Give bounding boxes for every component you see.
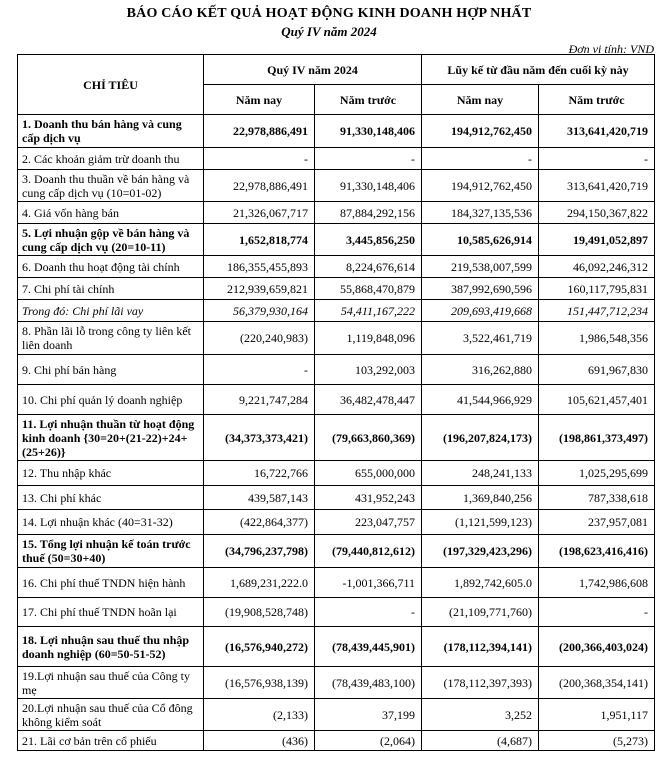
cell-ytd-prev-year: 151,447,712,234 — [539, 300, 655, 322]
row-label: 21. Lãi cơ bản trên cổ phiếu — [18, 731, 204, 751]
cell-quarter-this-year: 1,689,231,222.0 — [204, 568, 315, 598]
row-label: 4. Giá vốn hàng bán — [18, 202, 204, 224]
cell-quarter-prev-year: - — [315, 148, 422, 170]
cell-ytd-prev-year: 1,986,548,356 — [539, 322, 655, 355]
table-row — [18, 322, 655, 355]
header-ytd-prev-year: Năm trước — [539, 85, 655, 115]
header-ytd-group: Lũy kế từ đầu năm đến cuối kỳ này — [422, 55, 655, 85]
cell-ytd-prev-year: 313,641,420,719 — [539, 115, 655, 148]
cell-ytd-this-year: (197,329,423,296) — [422, 535, 539, 568]
cell-quarter-prev-year: 36,482,478,447 — [315, 385, 422, 415]
cell-quarter-prev-year: (2,064) — [315, 731, 422, 751]
cell-ytd-prev-year: - — [539, 598, 655, 627]
cell-ytd-prev-year: 105,621,457,401 — [539, 385, 655, 415]
cell-ytd-prev-year: (198,623,416,416) — [539, 535, 655, 568]
cell-quarter-this-year: 56,379,930,164 — [204, 300, 315, 322]
currency-unit: Đơn vị tính: VND — [568, 42, 654, 56]
cell-ytd-prev-year: 1,742,986,608 — [539, 568, 655, 598]
table-row — [18, 170, 655, 202]
cell-ytd-prev-year: (200,366,403,024) — [539, 627, 655, 667]
cell-quarter-prev-year: 103,292,003 — [315, 355, 422, 385]
cell-ytd-this-year: 248,241,133 — [422, 461, 539, 486]
cell-ytd-this-year: (21,109,771,760) — [422, 598, 539, 627]
header-quarter-prev-year: Năm trước — [315, 85, 422, 115]
cell-ytd-prev-year: 19,491,052,897 — [539, 224, 655, 256]
row-label: 9. Chi phí bán hàng — [18, 355, 204, 385]
table-row — [18, 202, 655, 224]
table-row — [18, 667, 655, 699]
cell-ytd-this-year: 41,544,966,929 — [422, 385, 539, 415]
cell-quarter-prev-year: - — [315, 598, 422, 627]
cell-ytd-this-year: 1,892,742,605.0 — [422, 568, 539, 598]
table-row — [18, 627, 655, 667]
row-label: 2. Các khoản giảm trừ doanh thu — [18, 148, 204, 170]
cell-quarter-prev-year: -1,001,366,711 — [315, 568, 422, 598]
cell-ytd-prev-year: 313,641,420,719 — [539, 170, 655, 202]
cell-ytd-this-year: 184,327,135,536 — [422, 202, 539, 224]
cell-ytd-this-year: 3,252 — [422, 699, 539, 731]
row-label: 3. Doanh thu thuần về bán hàng và cung cấp dịch vụ (10=01-02) — [18, 170, 204, 202]
cell-ytd-prev-year: 237,957,081 — [539, 510, 655, 535]
cell-quarter-prev-year: 54,411,167,222 — [315, 300, 422, 322]
cell-ytd-prev-year: 691,967,830 — [539, 355, 655, 385]
cell-quarter-prev-year: 655,000,000 — [315, 461, 422, 486]
row-label: 14. Lợi nhuận khác (40=31-32) — [18, 510, 204, 535]
cell-ytd-prev-year: 1,025,295,699 — [539, 461, 655, 486]
table-row — [18, 568, 655, 598]
cell-quarter-this-year: 16,722,766 — [204, 461, 315, 486]
table-row — [18, 256, 655, 278]
cell-ytd-this-year: 209,693,419,668 — [422, 300, 539, 322]
report-subtitle: Quý IV năm 2024 — [281, 24, 377, 39]
cell-quarter-prev-year: (79,663,860,369) — [315, 415, 422, 461]
cell-ytd-prev-year: (198,861,373,497) — [539, 415, 655, 461]
cell-quarter-this-year: 439,587,143 — [204, 486, 315, 510]
cell-ytd-this-year: - — [422, 148, 539, 170]
table-row — [18, 385, 655, 415]
cell-quarter-this-year: 22,978,886,491 — [204, 115, 315, 148]
table-row — [18, 510, 655, 535]
cell-ytd-this-year: 387,992,690,596 — [422, 278, 539, 300]
cell-quarter-this-year: (16,576,938,139) — [204, 667, 315, 699]
cell-quarter-prev-year: 55,868,470,879 — [315, 278, 422, 300]
cell-ytd-this-year: 3,522,461,719 — [422, 322, 539, 355]
row-label: 8. Phần lãi lỗ trong công ty liên kết liên doanh — [18, 322, 204, 355]
cell-quarter-prev-year: 91,330,148,406 — [315, 115, 422, 148]
cell-ytd-prev-year: 787,338,618 — [539, 486, 655, 510]
cell-ytd-this-year: 219,538,007,599 — [422, 256, 539, 278]
cell-quarter-this-year: 22,978,886,491 — [204, 170, 315, 202]
row-label: 13. Chi phí khác — [18, 486, 204, 510]
table-row — [18, 461, 655, 486]
table-row — [18, 731, 655, 751]
cell-quarter-prev-year: 3,445,856,250 — [315, 224, 422, 256]
cell-quarter-this-year: (422,864,377) — [204, 510, 315, 535]
table-row — [18, 278, 655, 300]
cell-quarter-this-year: (34,373,373,421) — [204, 415, 315, 461]
cell-ytd-this-year: 194,912,762,450 — [422, 115, 539, 148]
cell-quarter-this-year: - — [204, 355, 315, 385]
table-row — [18, 224, 655, 256]
cell-ytd-prev-year: - — [539, 148, 655, 170]
row-label: 17. Chi phí thuế TNDN hoãn lại — [18, 598, 204, 627]
cell-quarter-prev-year: 223,047,757 — [315, 510, 422, 535]
cell-ytd-prev-year: (5,273) — [539, 731, 655, 751]
cell-ytd-prev-year: (200,368,354,141) — [539, 667, 655, 699]
cell-quarter-prev-year: (78,439,483,100) — [315, 667, 422, 699]
cell-ytd-this-year: (196,207,824,173) — [422, 415, 539, 461]
cell-quarter-this-year: 9,221,747,284 — [204, 385, 315, 415]
report-title: BÁO CÁO KẾT QUẢ HOẠT ĐỘNG KINH DOANH HỢP NHẤT — [126, 6, 532, 21]
cell-ytd-this-year: 194,912,762,450 — [422, 170, 539, 202]
header-quarter-group: Quý IV năm 2024 — [204, 55, 422, 85]
row-label: 12. Thu nhập khác — [18, 461, 204, 486]
header-ytd-this-year: Năm nay — [422, 85, 539, 115]
cell-ytd-this-year: 10,585,626,914 — [422, 224, 539, 256]
row-label: 6. Doanh thu hoạt động tài chính — [18, 256, 204, 278]
table-row — [18, 415, 655, 461]
cell-quarter-this-year: 1,652,818,774 — [204, 224, 315, 256]
cell-ytd-prev-year: 1,951,117 — [539, 699, 655, 731]
row-label: 16. Chi phí thuế TNDN hiện hành — [18, 568, 204, 598]
cell-quarter-prev-year: 87,884,292,156 — [315, 202, 422, 224]
cell-ytd-prev-year: 294,150,367,822 — [539, 202, 655, 224]
table-row — [18, 148, 655, 170]
table-row — [18, 300, 655, 322]
header-chi-tieu: CHỈ TIÊU — [18, 55, 204, 115]
row-label: 15. Tổng lợi nhuận kế toán trước thuế (50=30+40) — [18, 535, 204, 568]
table-row — [18, 115, 655, 148]
table-row — [18, 598, 655, 627]
cell-quarter-this-year: - — [204, 148, 315, 170]
income-statement-table — [17, 54, 655, 751]
row-label: 1. Doanh thu bán hàng và cung cấp dịch vụ — [18, 115, 204, 148]
cell-quarter-this-year: (34,796,237,798) — [204, 535, 315, 568]
row-label: 5. Lợi nhuận gộp về bán hàng và cung cấp dịch vụ (20=10-11) — [18, 224, 204, 256]
cell-ytd-this-year: 1,369,840,256 — [422, 486, 539, 510]
cell-ytd-prev-year: 46,092,246,312 — [539, 256, 655, 278]
cell-ytd-this-year: (178,112,397,393) — [422, 667, 539, 699]
row-label: 11. Lợi nhuận thuần từ hoạt động kinh doanh {30=20+(21-22)+24+(25+26)} — [18, 415, 204, 461]
cell-quarter-this-year: 186,355,455,893 — [204, 256, 315, 278]
table-row — [18, 486, 655, 510]
cell-quarter-prev-year: 8,224,676,614 — [315, 256, 422, 278]
cell-ytd-this-year: (4,687) — [422, 731, 539, 751]
cell-quarter-this-year: (19,908,528,748) — [204, 598, 315, 627]
row-label: 19.Lợi nhuận sau thuế của Công ty mẹ — [18, 667, 204, 699]
cell-ytd-this-year: (178,112,394,141) — [422, 627, 539, 667]
cell-ytd-prev-year: 160,117,795,831 — [539, 278, 655, 300]
cell-quarter-this-year: (16,576,940,272) — [204, 627, 315, 667]
table-row — [18, 699, 655, 731]
row-label: 18. Lợi nhuận sau thuế thu nhập doanh nghiệp (60=50-51-52) — [18, 627, 204, 667]
cell-quarter-this-year: (220,240,983) — [204, 322, 315, 355]
cell-quarter-prev-year: 431,952,243 — [315, 486, 422, 510]
row-label: Trong đó: Chi phí lãi vay — [18, 300, 204, 322]
cell-quarter-prev-year: (79,440,812,612) — [315, 535, 422, 568]
cell-quarter-prev-year: 37,199 — [315, 699, 422, 731]
header-quarter-this-year: Năm nay — [204, 85, 315, 115]
cell-ytd-this-year: (1,121,599,123) — [422, 510, 539, 535]
row-label: 20.Lợi nhuận sau thuế của Cổ đông không kiểm soát — [18, 699, 204, 731]
cell-quarter-prev-year: (78,439,445,901) — [315, 627, 422, 667]
cell-quarter-prev-year: 91,330,148,406 — [315, 170, 422, 202]
cell-quarter-this-year: (436) — [204, 731, 315, 751]
cell-quarter-prev-year: 1,119,848,096 — [315, 322, 422, 355]
cell-ytd-this-year: 316,262,880 — [422, 355, 539, 385]
cell-quarter-this-year: 21,326,067,717 — [204, 202, 315, 224]
table-row — [18, 535, 655, 568]
cell-quarter-this-year: (2,133) — [204, 699, 315, 731]
cell-quarter-this-year: 212,939,659,821 — [204, 278, 315, 300]
table-row — [18, 355, 655, 385]
row-label: 10. Chi phí quản lý doanh nghiệp — [18, 385, 204, 415]
row-label: 7. Chi phí tài chính — [18, 278, 204, 300]
